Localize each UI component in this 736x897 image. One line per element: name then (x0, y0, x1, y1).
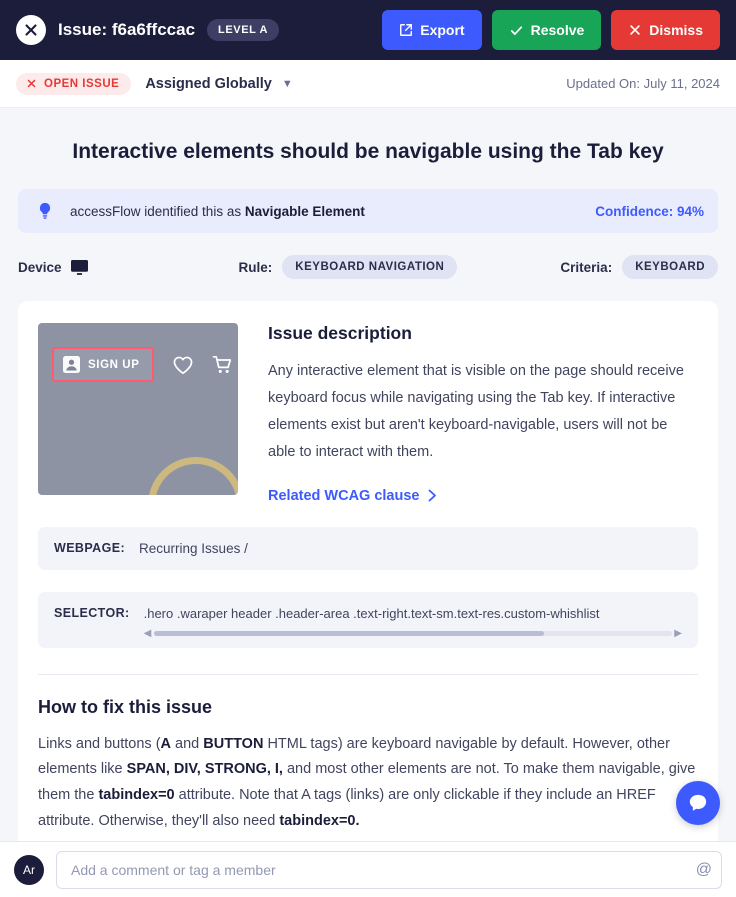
export-label: Export (420, 22, 465, 38)
lightbulb-icon (32, 198, 58, 224)
fix-tag-list: SPAN, DIV, STRONG, I, (126, 761, 283, 778)
description-text: Any interactive element that is visible on the page should receive keyboard focus while navigating using the Tab key. If interactive elements exist but aren't keyboard-navigable, users will not be able to interact with them. (268, 363, 684, 460)
decorative-arc (148, 457, 238, 495)
section-divider (38, 674, 698, 675)
rule-group (239, 255, 458, 279)
ai-banner-classification: Navigable Element (244, 203, 365, 219)
fix-part-3: HTML tags) are keyboard navigable by default. However, other elements like (38, 735, 670, 778)
top-bar (0, 0, 736, 60)
avatar[interactable]: Ar (14, 855, 44, 885)
export-icon (399, 23, 413, 37)
criteria-group (560, 255, 718, 279)
level-badge: LEVEL A (207, 19, 279, 41)
cart-icon (212, 355, 234, 375)
criteria-label: Criteria: (560, 259, 613, 275)
close-button[interactable] (16, 15, 46, 45)
screenshot-thumbnail[interactable] (38, 323, 238, 495)
selector-row (38, 592, 698, 648)
fix-part-1: Links and buttons ( (38, 735, 161, 752)
how-to-fix-text (38, 732, 698, 835)
comment-bar (0, 841, 736, 897)
status-badge-label: OPEN ISSUE (44, 77, 120, 90)
criteria-pill: KEYBOARD (622, 255, 718, 279)
card-top (38, 323, 698, 504)
heart-icon (172, 355, 194, 375)
resolve-label: Resolve (530, 22, 585, 38)
selector-value-wrap (144, 606, 682, 638)
comment-input[interactable] (56, 851, 722, 889)
fix-tabindex-2: tabindex=0. (279, 812, 360, 829)
webpage-key: WEBPAGE: (54, 541, 126, 556)
assigned-dropdown[interactable] (145, 76, 292, 92)
signup-label: SIGN UP (88, 358, 140, 371)
dismiss-label: Dismiss (649, 22, 703, 38)
confidence-label: Confidence: 94% (595, 203, 704, 219)
export-button[interactable] (382, 10, 481, 50)
updated-on-label: Updated On: July 11, 2024 (566, 76, 720, 91)
rule-label: Rule: (238, 259, 273, 275)
related-wcag-link[interactable] (268, 488, 437, 504)
scroll-right-icon[interactable]: ▶ (674, 627, 682, 639)
webpage-value: Recurring Issues / (139, 540, 248, 556)
description-heading: Issue description (268, 323, 412, 344)
chat-icon (687, 792, 709, 814)
content-scroll-area[interactable] (0, 108, 736, 841)
webpage-row (38, 527, 698, 570)
fix-part-4: and most other elements are not. To make them navigable, give them the (38, 761, 696, 804)
description-column (268, 323, 698, 504)
selector-horizontal-scrollbar[interactable] (144, 629, 682, 638)
chevron-right-icon (428, 489, 437, 502)
dismiss-button[interactable] (611, 10, 720, 50)
check-icon (509, 23, 524, 38)
thumbnail-header-strip (52, 347, 234, 382)
fix-part-2: and (171, 735, 204, 752)
fix-tag-button: BUTTON (203, 735, 264, 752)
resolve-button[interactable] (492, 10, 602, 50)
issue-detail-card (18, 301, 718, 841)
desktop-icon (70, 259, 89, 276)
scrollbar-thumb[interactable] (154, 631, 544, 636)
device-label: Device (18, 259, 62, 275)
rule-pill: KEYBOARD NAVIGATION (282, 255, 457, 279)
x-small-icon (26, 78, 37, 89)
comment-input-wrap (56, 851, 722, 889)
chat-support-button[interactable] (676, 781, 720, 825)
ai-banner-prefix: accessFlow identified this as (70, 203, 245, 219)
selector-key: SELECTOR: (54, 605, 130, 620)
fix-tag-a: A (160, 735, 172, 752)
ai-banner-text (70, 204, 365, 219)
x-icon (628, 23, 642, 37)
status-badge[interactable] (16, 73, 131, 95)
device-group (18, 259, 89, 276)
related-wcag-label: Related WCAG clause (268, 487, 420, 504)
meta-row (18, 255, 718, 279)
assigned-label: Assigned Globally (145, 75, 272, 92)
highlighted-signup-element (52, 347, 154, 382)
page-title: Issue: f6a6ffccac (58, 20, 196, 39)
fix-part-5: attribute. Note that A tags (links) are only clickable if they include an HREF attribute. Otherwise, they'll also need (38, 787, 656, 829)
at-mention-icon[interactable]: @ (695, 860, 712, 878)
close-icon (23, 22, 39, 38)
issue-heading: Interactive elements should be navigable using the Tab key (72, 140, 664, 163)
fix-tabindex-1: tabindex=0 (98, 787, 175, 804)
user-icon (63, 356, 80, 373)
sub-bar (0, 60, 736, 108)
scroll-left-icon[interactable]: ◀ (143, 627, 152, 639)
selector-value: .hero .waraper header .header-area .text-right.text-sm.text-res.custom-whishlist (143, 605, 600, 621)
how-to-fix-heading: How to fix this issue (38, 696, 213, 717)
chevron-down-icon: ▼ (281, 77, 293, 90)
ai-classification-banner (18, 189, 718, 233)
top-bar-actions (382, 10, 720, 50)
